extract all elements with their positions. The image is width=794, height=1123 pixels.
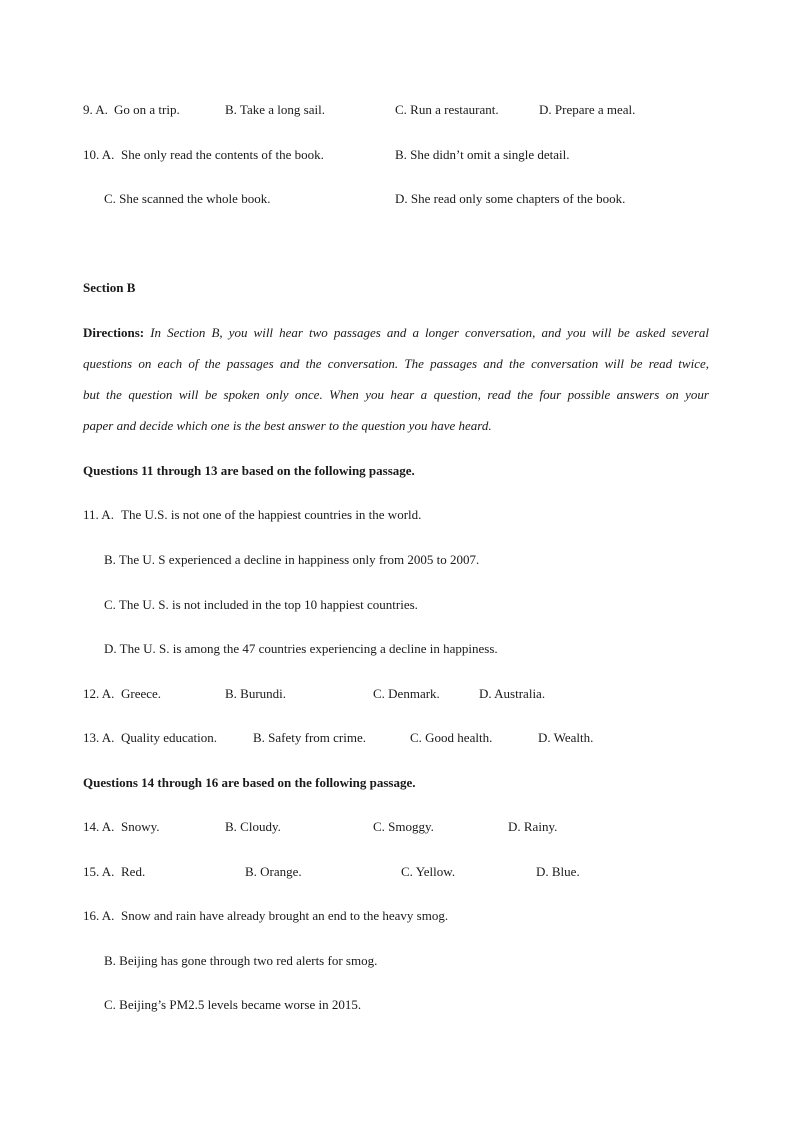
option-a: Snowy. [121, 819, 160, 834]
directions-line-1 [83, 325, 709, 356]
option-d: D. Blue. [536, 864, 580, 879]
question-number: 16. A. [83, 908, 115, 923]
option-a: Snow and rain have already brought an end to the heavy smog. [121, 908, 449, 923]
option-d: D. Australia. [479, 686, 546, 701]
group-heading-text: Questions 14 through 16 are based on the following passage. [83, 775, 416, 790]
option-a: She only read the contents of the book. [121, 147, 324, 162]
directions-text: In Section B, you will hear two passages and a longer conversation, and you will be asked several [150, 325, 710, 340]
question-number: 10. A. [83, 147, 115, 162]
option-a: Greece. [121, 686, 162, 701]
option-a: Quality education. [121, 730, 218, 745]
option-b: B. Orange. [245, 864, 302, 879]
option-b: B. Safety from crime. [253, 730, 366, 745]
option-b: B. The U. S experienced a decline in happiness only from 2005 to 2007. [104, 552, 480, 567]
option-b: B. Burundi. [225, 686, 287, 701]
option-c: C. The U. S. is not included in the top 10 happiest countries. [104, 597, 418, 612]
option-d: D. Rainy. [508, 819, 558, 834]
directions-label: Directions: [83, 325, 145, 340]
option-c: C. Beijing’s PM2.5 levels became worse in 2015. [104, 997, 362, 1012]
option-a: The U.S. is not one of the happiest countries in the world. [121, 507, 422, 522]
question-number: 12. A. [83, 686, 115, 701]
option-a: Go on a trip. [114, 102, 180, 117]
question-number: 11. A. [83, 507, 114, 522]
option-c: C. Denmark. [373, 686, 440, 701]
option-a: Red. [121, 864, 146, 879]
section-title-text: Section B [83, 280, 136, 295]
option-b: B. Take a long sail. [225, 102, 325, 117]
question-number: 13. A. [83, 730, 115, 745]
option-b: B. She didn’t omit a single detail. [395, 147, 570, 162]
option-b: B. Cloudy. [225, 819, 281, 834]
question-number: 15. A. [83, 864, 115, 879]
directions-text: but the question will be spoken only once. When you hear a question, read the four possible answers on your [83, 387, 709, 402]
option-d: D. The U. S. is among the 47 countries experiencing a decline in happiness. [104, 641, 498, 656]
option-b: B. Beijing has gone through two red alerts for smog. [104, 953, 378, 968]
question-number: 9. A. [83, 102, 108, 117]
option-d: D. Prepare a meal. [539, 102, 636, 117]
directions-text: questions on each of the passages and the conversation. The passages and the conversation will be read twice, [83, 356, 709, 371]
option-c: C. Yellow. [401, 864, 456, 879]
option-d: D. She read only some chapters of the book. [395, 191, 626, 206]
option-c: C. Good health. [410, 730, 493, 745]
option-c: C. Run a restaurant. [395, 102, 499, 117]
directions-line-2 [83, 356, 709, 387]
directions-line-3 [83, 387, 709, 418]
directions-paragraph [83, 325, 709, 449]
option-c: C. Smoggy. [373, 819, 434, 834]
group-heading-text: Questions 11 through 13 are based on the following passage. [83, 463, 415, 478]
option-c: C. She scanned the whole book. [104, 191, 271, 206]
directions-text: paper and decide which one is the best answer to the question you have heard. [83, 418, 492, 433]
option-d: D. Wealth. [538, 730, 594, 745]
directions-line-4 [83, 418, 709, 449]
question-number: 14. A. [83, 819, 115, 834]
